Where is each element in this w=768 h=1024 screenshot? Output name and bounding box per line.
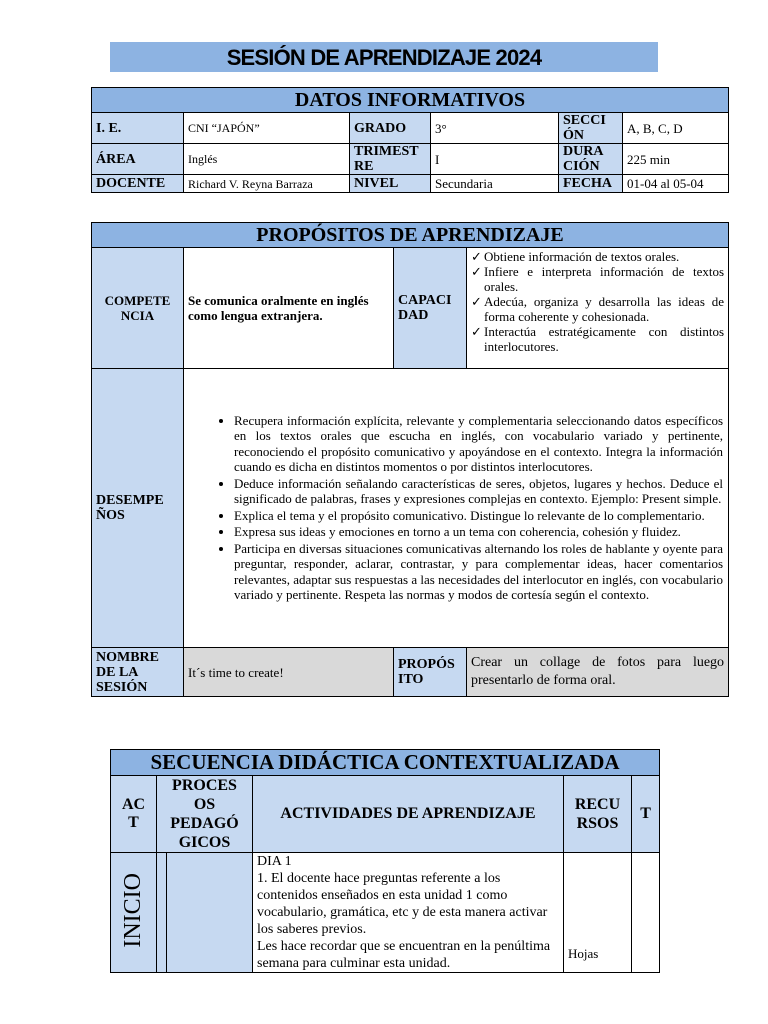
list-item: ✓ Obtiene información de textos orales. (471, 249, 680, 264)
fecha-label: FECHA (559, 175, 623, 193)
grado-label: GRADO (350, 113, 431, 144)
trimestre-label: TRIMEST RE (350, 144, 431, 175)
secuencia-header: SECUENCIA DIDÁCTICA CONTEXTUALIZADA (111, 750, 660, 776)
nombre-sesion-value: It´s time to create! (184, 648, 394, 697)
capacidad-label: CAPACI DAD (394, 248, 467, 369)
list-item: ✓ Interactúa estratégicamente con distintos interlocutores. (471, 324, 725, 354)
check-icon: ✓ (471, 264, 482, 279)
tiempo-cell (632, 853, 660, 973)
list-item: ✓ Infiere e interpreta información de textos orales. (471, 264, 725, 294)
desempenos-label: DESEMPE ÑOS (92, 369, 184, 648)
recurso-cell: Hojas (564, 853, 632, 973)
propositos-header: PROPÓSITOS DE APRENDIZAJE (92, 223, 729, 248)
check-icon: ✓ (471, 294, 482, 309)
list-item: • Deduce información señalando características de seres, objetos, lugares y hechos. Deduce el significado de palabras, frases y expresiones complejas en contexto. Ejemplo: Present simple. (234, 476, 723, 507)
nombre-sesion-label: NOMBRE DE LA SESIÓN (92, 648, 184, 697)
spacer-cell (157, 853, 167, 973)
col-actividades-header: ACTIVIDADES DE APRENDIZAJE (253, 776, 564, 853)
duracion-value: 225 min (623, 144, 729, 175)
capacidades-cell (467, 248, 729, 369)
grado-value: 3° (431, 113, 559, 144)
list-item: • Recupera información explícita, relevante y complementaria seleccionando datos específicos en los textos orales que escucha en inglés, con vocabulario variado y pertinente, reconociendo el propósito comunicativo y apoyándose en el contexto. Integra la información cuando es dicha en distintos momentos o por distintos interlocutores. (234, 413, 723, 475)
procesos-cell (167, 853, 253, 973)
seccion-value: A, B, C, D (623, 113, 729, 144)
ie-label: I. E. (92, 113, 184, 144)
ie-value: CNI “JAPÓN” (184, 113, 350, 144)
area-label: ÁREA (92, 144, 184, 175)
proposito-label: PROPÓS ITO (394, 648, 467, 697)
page-title: SESIÓN DE APRENDIZAJE 2024 (110, 42, 658, 72)
duracion-label: DURA CIÓN (559, 144, 623, 175)
actividad-cell (253, 853, 564, 973)
propositos-table (91, 222, 729, 697)
capacidades-list (471, 249, 724, 354)
area-value: Inglés (184, 144, 350, 175)
list-item: • Expresa sus ideas y emociones en torno a un tema con coherencia, cohesión y fluidez. (234, 524, 723, 540)
proposito-value: Crear un collage de fotos para luego presentarlo de forma oral. (467, 648, 729, 697)
datos-informativos-table (91, 87, 729, 193)
desempenos-list (186, 413, 723, 603)
actividad-text-2: Les hace recordar que se encuentran en la penúltima semana para culminar esta unidad. (257, 939, 551, 971)
competencia-value: Se comunica oralmente en inglés como lengua extranjera. (184, 248, 394, 369)
col-procesos-header: PROCES OS PEDAGÓ GICOS (157, 776, 253, 853)
fecha-value: 01-04 al 05-04 (623, 175, 729, 193)
seccion-label: SECCI ÓN (559, 113, 623, 144)
check-icon: ✓ (471, 249, 482, 264)
col-act-header: AC T (111, 776, 157, 853)
nivel-value: Secundaria (431, 175, 559, 193)
datos-header: DATOS INFORMATIVOS (92, 88, 729, 113)
list-item: • Explica el tema y el propósito comunicativo. Distingue lo relevante de lo complementario. (234, 508, 723, 524)
docente-label: DOCENTE (92, 175, 184, 193)
docente-value: Richard V. Reyna Barraza (184, 175, 350, 193)
competencia-label: COMPETE NCIA (92, 248, 184, 369)
trimestre-value: I (431, 144, 559, 175)
actividad-text: 1. El docente hace preguntas referente a los contenidos enseñados en esta unidad 1 como vocabulario, gramática, etc y de esta manera activar los saberes previos. (257, 871, 548, 937)
list-item: ✓ Adecúa, organiza y desarrolla las ideas de forma coherente y cohesionada. (471, 294, 725, 324)
inicio-label: INICIO (120, 872, 146, 948)
col-t-header: T (632, 776, 660, 853)
secuencia-table (110, 749, 660, 973)
col-recursos-header: RECU RSOS (564, 776, 632, 853)
check-icon: ✓ (471, 324, 482, 339)
list-item: • Participa en diversas situaciones comunicativas alternando los roles de hablante y oyente para preguntar, responder, aclarar, contrastar, y para complementar ideas, hacer comentarios relevantes, adaptar sus respuestas a las necesidades del interlocutor en inglés, con vocabulario variado y pertinente. Respeta las normas y modos de cortesía según el contexto. (234, 541, 723, 603)
dia-label: DIA 1 (257, 854, 292, 869)
nivel-label: NIVEL (350, 175, 431, 193)
desempenos-cell (184, 369, 729, 648)
inicio-label-cell (111, 853, 157, 973)
